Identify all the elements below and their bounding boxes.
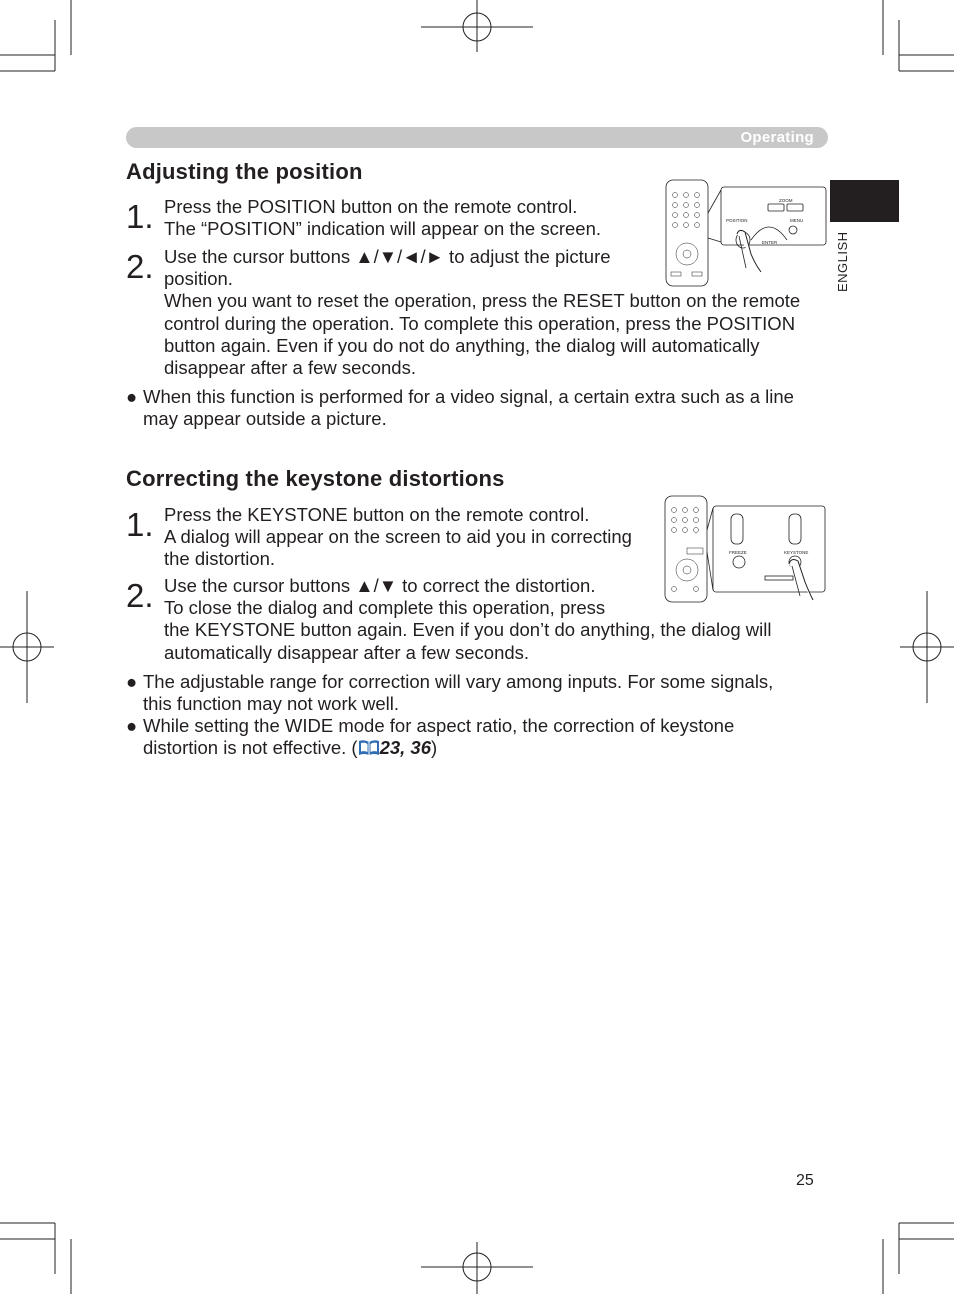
step-text: Press the POSITION button on the remote control. [164,196,578,217]
step-text: the KEYSTONE button again. Even if you don’t do anything, the dialog will [164,619,772,640]
book-reference-icon [358,739,380,756]
step-number: 1. [126,506,154,543]
note-text: The adjustable range for correction will vary among inputs. For some signals, [143,671,774,692]
bullet-mark: ● [126,386,138,407]
illus-label: MENU [790,218,804,223]
language-tab [830,180,899,222]
note-text: this function may not work well. [143,693,400,714]
page-number: 25 [796,1172,814,1189]
note-text: ) [431,737,438,758]
step-text: To close the dialog and complete this operation, press [164,597,606,618]
step-text: automatically disappear after a few seconds. [164,642,530,663]
note-text: While setting the WIDE mode for aspect ratio, the correction of keystone [143,715,735,736]
illus-label: KEYSTONE [784,550,809,555]
step-text: A dialog will appear on the screen to aid you in correcting [164,526,632,547]
step-text: position. [164,268,233,289]
note-text: distortion is not effective. ( [143,737,358,758]
step-text: Use the cursor buttons ▲/▼ to correct the distortion. [164,575,596,596]
remote-keystone-illustration [663,494,828,604]
step-text: control during the operation. To complete this operation, press the POSITION [164,313,796,334]
note-text: may appear outside a picture. [143,408,387,429]
step-number: 2. [126,577,154,614]
bullet-mark: ● [126,715,138,736]
page-reference[interactable]: 23, 36 [379,737,432,758]
step-text: Use the cursor buttons ▲/▼/◄/► to adjust the picture [164,246,611,267]
illus-label: POSITION [726,218,748,223]
step-text: The “POSITION” indication will appear on the screen. [164,218,601,239]
step-number: 2. [126,248,154,285]
note-text-with-ref [143,737,437,759]
step-text: When you want to reset the operation, press the RESET button on the remote [164,290,801,311]
illus-label: ENTER [762,240,778,245]
section-title-keystone: Correcting the keystone distortions [126,466,505,491]
step-number: 1. [126,198,154,235]
step-text: Press the KEYSTONE button on the remote control. [164,504,590,525]
illus-label: FREEZE [729,550,747,555]
remote-position-illustration [665,178,830,288]
bullet-mark: ● [126,671,138,692]
step-text: button again. Even if you do not do anything, the dialog will automatically [164,335,760,356]
section-label: Operating [740,129,814,146]
step-text: disappear after a few seconds. [164,357,416,378]
language-label: ENGLISH [835,231,850,292]
illus-label: ZOOM [779,198,793,203]
section-title-position: Adjusting the position [126,159,363,184]
step-text: the distortion. [164,548,276,569]
note-text: When this function is performed for a video signal, a certain extra such as a line [143,386,794,407]
section-header-bar [126,127,828,148]
